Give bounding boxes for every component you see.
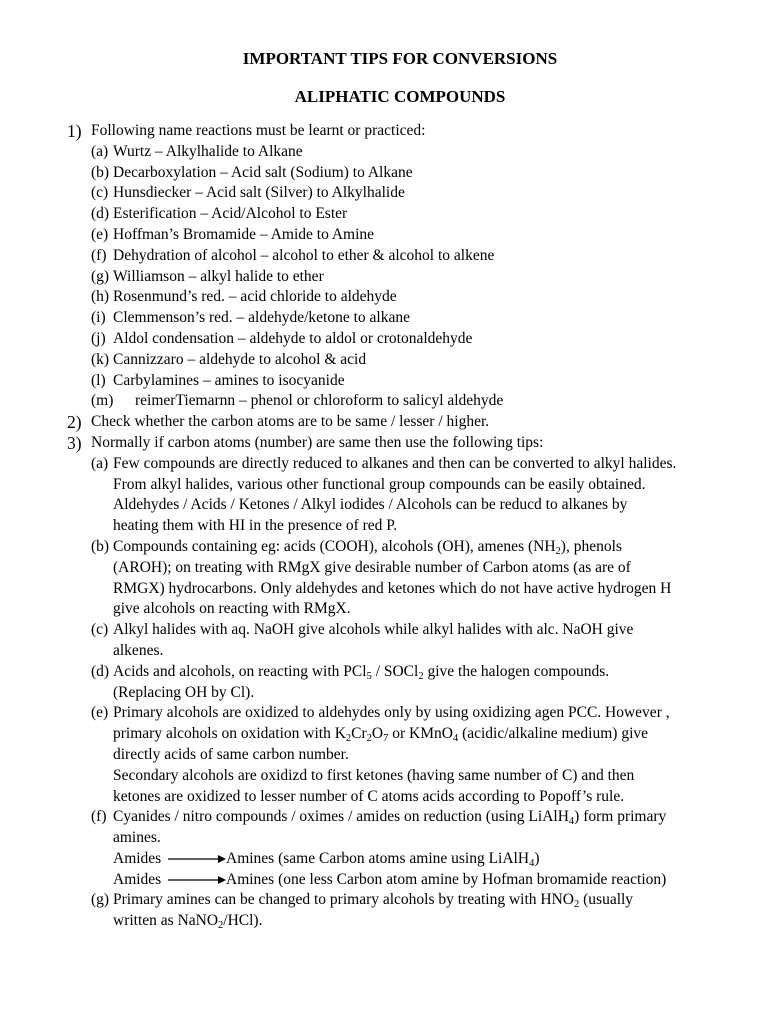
tip-label: (c) bbox=[91, 621, 109, 639]
reaction-item bbox=[67, 350, 757, 371]
tip-text: primary alcohols on oxidation with $K_2Cr_2O_7$ or KMnO$_4$ (acidic/alkaline medium) give bbox=[113, 725, 649, 745]
tip-a-line bbox=[67, 516, 757, 537]
tip-label: (g) bbox=[91, 891, 110, 909]
tip-a-line bbox=[67, 454, 757, 475]
tip-text: heating them with HI in the presence of red P. bbox=[113, 517, 398, 535]
item-text: Cannizzaro – aldehyde to alcohol & acid bbox=[113, 350, 367, 368]
item-text: Dehydration of alcohol – alcohol to ether & alcohol to alkene bbox=[113, 246, 495, 264]
tip-b-line bbox=[67, 599, 757, 620]
item-text: Clemmenson’s red. – aldehyde/ketone to alkane bbox=[113, 309, 410, 327]
tip-text: (Replacing OH by Cl). bbox=[113, 683, 255, 701]
tip-text: Primary alcohols are oxidized to aldehydes only by using oxidizing agen PCC. However , bbox=[113, 704, 670, 722]
conversion-from: Amides bbox=[113, 870, 162, 888]
tip-label: (b) bbox=[91, 537, 110, 555]
item-label: (e) bbox=[91, 225, 109, 243]
tip-b-line bbox=[67, 579, 757, 600]
tip-f-line bbox=[67, 828, 757, 849]
point-number: 1) bbox=[67, 121, 82, 141]
reaction-item bbox=[67, 183, 757, 204]
point-text: Following name reactions must be learnt or practiced: bbox=[91, 122, 426, 139]
item-label: (d) bbox=[91, 205, 110, 223]
item-label: (h) bbox=[91, 288, 110, 306]
tip-g-line bbox=[67, 911, 757, 932]
tip-e-line bbox=[67, 766, 757, 787]
reaction-item bbox=[67, 163, 757, 184]
item-text: reimerTiemarnn – phenol or chloroform to salicyl aldehyde bbox=[135, 392, 504, 410]
item-label: (a) bbox=[91, 142, 109, 160]
tips-content bbox=[67, 121, 757, 932]
conversion-to: Amines (same Carbon atoms amine using LiAlH$_4$) bbox=[226, 849, 540, 869]
item-label: (j) bbox=[91, 329, 106, 347]
tip-text: Cyanides / nitro compounds / oximes / amides on reduction (using LiAlH$_4$) form primary bbox=[113, 808, 667, 828]
point-1 bbox=[67, 121, 757, 142]
tip-c-line bbox=[67, 641, 757, 662]
reaction-item bbox=[67, 142, 757, 163]
item-text: Esterification – Acid/Alcohol to Ester bbox=[113, 205, 348, 223]
item-text: Williamson – alkyl halide to ether bbox=[113, 267, 324, 285]
reaction-list bbox=[67, 142, 757, 412]
item-text: Hunsdiecker – Acid salt (Silver) to Alkylhalide bbox=[113, 184, 405, 202]
reaction-item bbox=[67, 308, 757, 329]
right-arrow-icon bbox=[168, 854, 226, 864]
point-3 bbox=[67, 433, 757, 454]
point-number: 3) bbox=[67, 432, 82, 453]
point-text: Check whether the carbon atoms are to be same / lesser / higher. bbox=[91, 413, 490, 431]
reaction-item bbox=[67, 225, 757, 246]
tip-text: Primary amines can be changed to primary alcohols by treating with $HNO_2$ (usually bbox=[113, 891, 634, 911]
tip-text: Secondary alcohols are oxidizd to first ketones (having same number of C) and then bbox=[113, 766, 635, 784]
tip-label: (d) bbox=[91, 662, 110, 680]
tip-text: (AROH); on treating with RMgX give desirable number of Carbon atoms (as are of bbox=[113, 558, 631, 576]
tip-text: give alcohols on reacting with RMgX. bbox=[113, 600, 351, 618]
tip-text: amines. bbox=[113, 829, 161, 847]
reaction-item bbox=[67, 391, 757, 412]
tip-e-line bbox=[67, 745, 757, 766]
item-label: (l) bbox=[91, 371, 106, 389]
tip-text: From alkyl halides, various other functional group compounds can be easily obtained. bbox=[113, 475, 646, 493]
tip-b-line bbox=[67, 558, 757, 579]
tip-b-line bbox=[67, 537, 757, 558]
reaction-item bbox=[67, 204, 757, 225]
tip-label: (e) bbox=[91, 704, 109, 722]
tip-text: Compounds containing eg: acids (COOH), alcohols (OH), amenes $(NH_2)$, phenols bbox=[113, 537, 622, 557]
point-text: Normally if carbon atoms (number) are same then use the following tips: bbox=[91, 433, 544, 451]
page-title: IMPORTANT TIPS FOR CONVERSIONS bbox=[242, 49, 558, 68]
tip-text: Aldehydes / Acids / Ketones / Alkyl iodides / Alcohols can be reducd to alkanes by bbox=[113, 496, 628, 514]
tip-g-line bbox=[67, 890, 757, 911]
tip-d-line bbox=[67, 662, 757, 683]
right-arrow-icon bbox=[168, 875, 226, 885]
tip-a-line bbox=[67, 475, 757, 496]
item-text: Carbylamines – amines to isocyanide bbox=[113, 371, 345, 389]
item-text: Hoffman’s Bromamide – Amide to Amine bbox=[113, 225, 375, 243]
conversion-to: Amines (one less Carbon atom amine by Hofman bromamide reaction) bbox=[226, 870, 667, 888]
reaction-item bbox=[67, 371, 757, 392]
reaction-item bbox=[67, 267, 757, 288]
item-label: (g) bbox=[91, 267, 110, 285]
conversion-row bbox=[67, 870, 757, 891]
item-label: (i) bbox=[91, 309, 106, 327]
tip-text: Alkyl halides with aq. NaOH give alcohols while alkyl halides with alc. NaOH give bbox=[113, 621, 634, 639]
conversion-from: Amides bbox=[113, 849, 162, 867]
item-label: (f) bbox=[91, 246, 107, 264]
point-2 bbox=[67, 412, 757, 433]
item-label: (c) bbox=[91, 184, 109, 202]
tip-d-line bbox=[67, 683, 757, 704]
tip-text: written as NaNO$_2$/HCl). bbox=[113, 912, 263, 932]
tip-text: Acids and alcohols, on reacting with PCl$_5$ / SOCl$_2$ give the halogen compounds. bbox=[113, 662, 610, 682]
tip-e-line bbox=[67, 724, 757, 745]
item-label: (k) bbox=[91, 350, 110, 368]
tip-text: directly acids of same carbon number. bbox=[113, 745, 349, 763]
tip-c-line bbox=[67, 620, 757, 641]
tip-e-line bbox=[67, 703, 757, 724]
tip-label: (a) bbox=[91, 454, 109, 472]
tip-text: RMGX) hydrocarbons. Only aldehydes and ketones which do not have active hydrogen H bbox=[113, 579, 672, 597]
item-label: (m) bbox=[91, 392, 114, 410]
item-text: Decarboxylation – Acid salt (Sodium) to Alkane bbox=[113, 163, 413, 181]
tip-e-line bbox=[67, 787, 757, 808]
item-label: (b) bbox=[91, 163, 110, 181]
point-number: 2) bbox=[67, 412, 82, 433]
tip-text: ketones are oxidized to lesser number of C atoms acids according to Popoff’s rule. bbox=[113, 787, 625, 805]
tip-text: Few compounds are directly reduced to alkanes and then can be converted to alkyl halides. bbox=[113, 454, 677, 472]
tip-label: (f) bbox=[91, 808, 107, 826]
tip-a-line bbox=[67, 495, 757, 516]
item-text: Aldol condensation – aldehyde to aldol or crotonaldehyde bbox=[113, 329, 473, 347]
reaction-item bbox=[67, 329, 757, 350]
tip-f-line bbox=[67, 807, 757, 828]
tip-text: alkenes. bbox=[113, 641, 164, 659]
page-subtitle: ALIPHATIC COMPOUNDS bbox=[294, 87, 506, 106]
conversion-row bbox=[67, 849, 757, 870]
reaction-item bbox=[67, 287, 757, 308]
reaction-item bbox=[67, 246, 757, 267]
item-text: Rosenmund’s red. – acid chloride to aldehyde bbox=[113, 288, 397, 306]
item-text: Wurtz – Alkylhalide to Alkane bbox=[113, 142, 303, 160]
